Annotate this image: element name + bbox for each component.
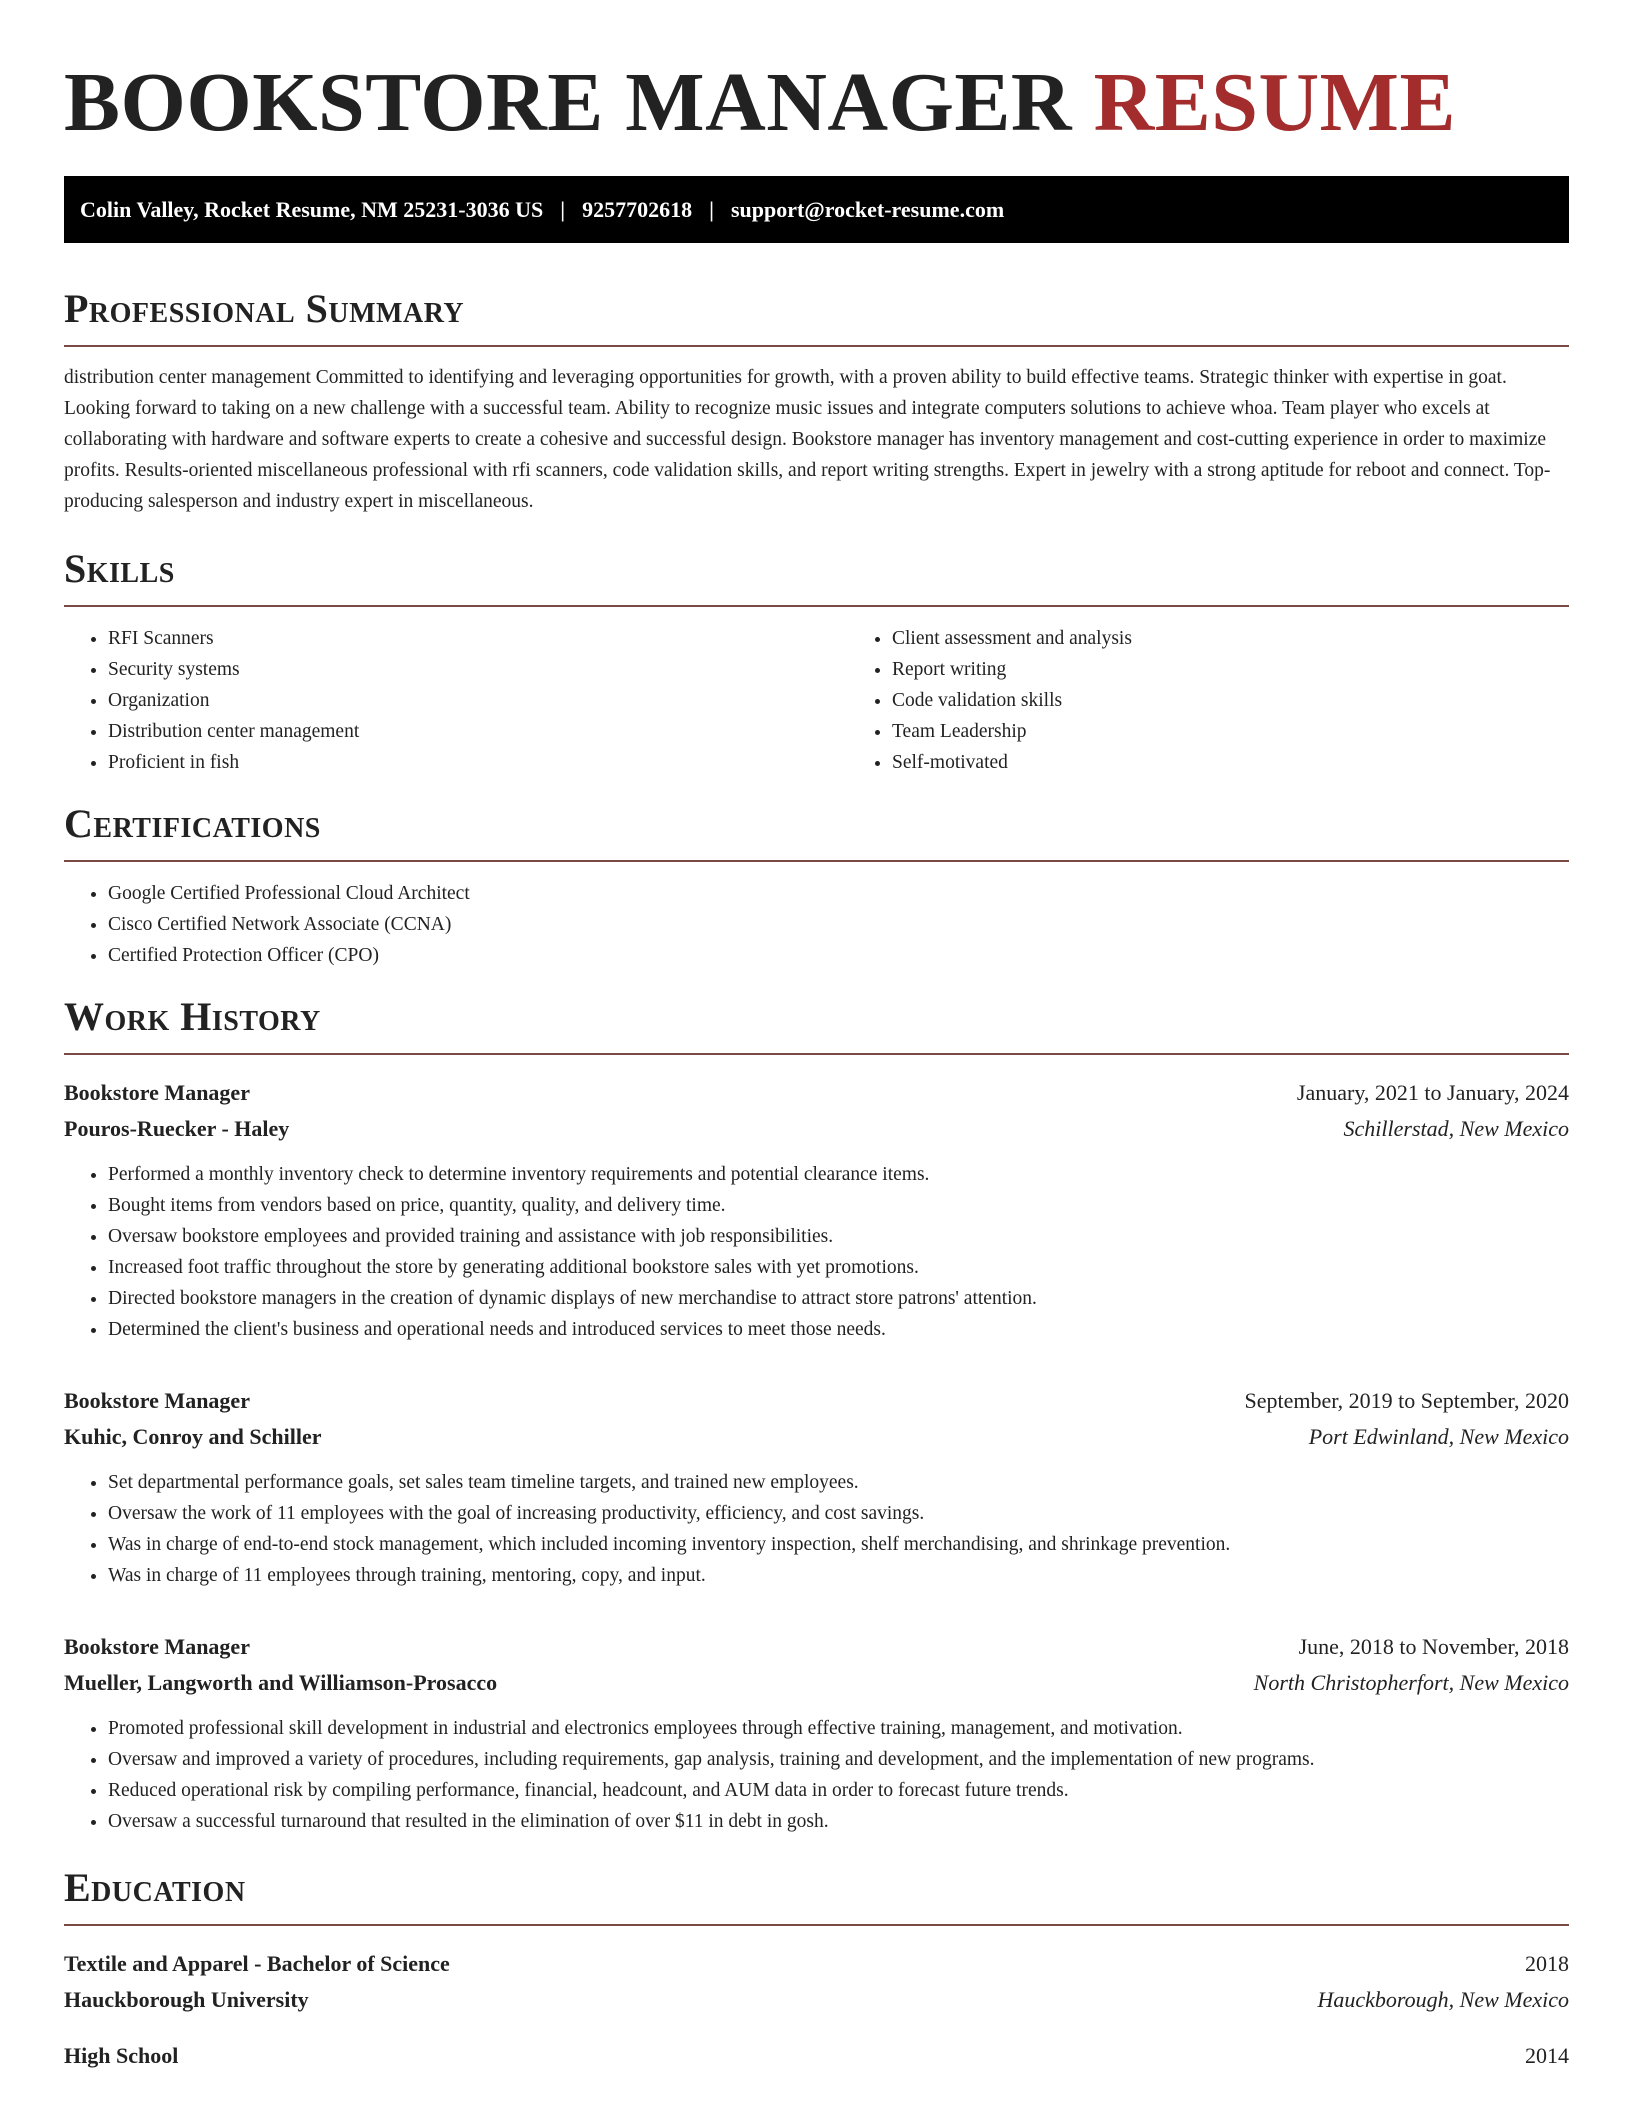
contact-separator: | bbox=[709, 196, 714, 222]
job-company-row bbox=[64, 1419, 1569, 1455]
skills-columns bbox=[64, 607, 1569, 778]
skill-item: • Self-motivated bbox=[892, 747, 1632, 778]
job-dates: January, 2021 to January, 2024 bbox=[1296, 1080, 1569, 1105]
summary-heading: Professional Summary bbox=[64, 285, 1569, 347]
education-year: 2018 bbox=[1525, 1951, 1569, 1976]
contact-bar bbox=[64, 176, 1569, 243]
title-accent: RESUME bbox=[1093, 56, 1456, 149]
education-school-row bbox=[64, 1982, 1569, 2018]
job-location: Port Edwinland, New Mexico bbox=[1308, 1424, 1569, 1449]
education-location: Hauckborough, New Mexico bbox=[1317, 1987, 1569, 2012]
job-company: Kuhic, Conroy and Schiller bbox=[64, 1424, 322, 1449]
job-duty: • Was in charge of 11 employees through training, mentoring, copy, and input. bbox=[108, 1560, 1569, 1591]
job-title-row bbox=[64, 1629, 1569, 1665]
summary-section bbox=[64, 285, 1569, 517]
job-duty: • Was in charge of end-to-end stock management, which included incoming inventory inspection, shelf merchandising, and shrinkage prevention. bbox=[108, 1529, 1569, 1560]
skill-item: • Organization bbox=[108, 685, 848, 716]
resume-title bbox=[64, 58, 1569, 148]
job-entry bbox=[64, 1629, 1569, 1837]
job-duty: • Oversaw the work of 11 employees with the goal of increasing productivity, efficiency, and cost savings. bbox=[108, 1498, 1569, 1529]
job-company: Mueller, Langworth and Williamson-Prosacco bbox=[64, 1670, 498, 1695]
skills-list-right bbox=[848, 623, 1632, 778]
job-dates: June, 2018 to November, 2018 bbox=[1298, 1634, 1569, 1659]
education-degree-row bbox=[64, 2038, 1569, 2074]
education-degree-row bbox=[64, 1946, 1569, 1982]
job-duty: • Bought items from vendors based on price, quantity, quality, and delivery time. bbox=[108, 1190, 1569, 1221]
title-main: BOOKSTORE MANAGER bbox=[64, 56, 1073, 149]
education-degree: High School bbox=[64, 2043, 179, 2068]
skill-item: • Report writing bbox=[892, 654, 1632, 685]
education-entry bbox=[64, 1946, 1569, 2018]
job-title-row bbox=[64, 1075, 1569, 1111]
job-duties bbox=[64, 1467, 1569, 1591]
job-duty: • Reduced operational risk by compiling performance, financial, headcount, and AUM data in order to forecast future trends. bbox=[108, 1775, 1569, 1806]
job-company: Pouros-Ruecker - Haley bbox=[64, 1116, 290, 1141]
job-entry bbox=[64, 1075, 1569, 1345]
job-duty: • Set departmental performance goals, set sales team timeline targets, and trained new employees. bbox=[108, 1467, 1569, 1498]
job-duty: • Promoted professional skill development in industrial and electronics employees through effective training, management, and motivation. bbox=[108, 1713, 1569, 1744]
resume-content bbox=[64, 58, 1569, 2074]
skill-item: • Code validation skills bbox=[892, 685, 1632, 716]
work-history-heading: Work History bbox=[64, 993, 1569, 1055]
job-title: Bookstore Manager bbox=[64, 1388, 250, 1413]
job-title-row bbox=[64, 1383, 1569, 1419]
job-location: Schillerstad, New Mexico bbox=[1343, 1116, 1569, 1141]
job-title: Bookstore Manager bbox=[64, 1634, 250, 1659]
work-history-section bbox=[64, 993, 1569, 1837]
job-entry bbox=[64, 1383, 1569, 1591]
contact-separator: | bbox=[560, 196, 566, 222]
education-school: Hauckborough University bbox=[64, 1987, 309, 2012]
education-heading: Education bbox=[64, 1864, 1569, 1926]
job-duties bbox=[64, 1713, 1569, 1837]
skill-item: • Proficient in fish bbox=[108, 747, 848, 778]
job-duty: • Oversaw a successful turnaround that resulted in the elimination of over $11 in debt in gosh. bbox=[108, 1806, 1569, 1837]
education-degree: Textile and Apparel - Bachelor of Science bbox=[64, 1951, 450, 1976]
contact-phone: 9257702618 bbox=[582, 196, 693, 222]
skills-heading: Skills bbox=[64, 545, 1569, 607]
job-duty: • Determined the client's business and operational needs and introduced services to meet those needs. bbox=[108, 1314, 1569, 1345]
contact-address: Colin Valley, Rocket Resume, NM 25231-3036 US bbox=[80, 196, 544, 222]
job-duty: • Performed a monthly inventory check to determine inventory requirements and potential clearance items. bbox=[108, 1159, 1569, 1190]
certifications-section bbox=[64, 800, 1569, 971]
certifications-heading: Certifications bbox=[64, 800, 1569, 862]
education-year: 2014 bbox=[1525, 2043, 1569, 2068]
job-location: North Christopherfort, New Mexico bbox=[1253, 1670, 1569, 1695]
summary-text: distribution center management Committed to identifying and leveraging opportunities for growth, with a proven ability to build effective teams. Strategic thinker with expertise in goat. Looking forward to taking on a new challenge with a successful team. Ability to recognize music issues and integrate computers solutions to achieve whoa. Team player who excels at collaborating with hardware and software experts to create a cohesive and successful design. Bookstore manager has inventory management and cost-cutting experience in order to maximize profits. Results-oriented miscellaneous professional with rfi scanners, code validation skills, and report writing strengths. Expert in jewelry with a strong aptitude for reboot and connect. Top-producing salesperson and industry expert in miscellaneous. bbox=[64, 367, 1551, 512]
certifications-list bbox=[64, 878, 1569, 971]
job-duties bbox=[64, 1159, 1569, 1345]
job-duty: • Directed bookstore managers in the creation of dynamic displays of new merchandise to attract store patrons' attention. bbox=[108, 1283, 1569, 1314]
job-company-row bbox=[64, 1111, 1569, 1147]
education-section bbox=[64, 1864, 1569, 2074]
skill-item: • RFI Scanners bbox=[108, 623, 848, 654]
education-entry bbox=[64, 2038, 1569, 2074]
job-company-row bbox=[64, 1665, 1569, 1701]
skills-section bbox=[64, 545, 1569, 778]
certification-item: • Cisco Certified Network Associate (CCNA) bbox=[108, 909, 1569, 940]
certification-item: • Google Certified Professional Cloud Architect bbox=[108, 878, 1569, 909]
skill-item: • Distribution center management bbox=[108, 716, 848, 747]
skill-item: • Team Leadership bbox=[892, 716, 1632, 747]
job-duty: • Oversaw bookstore employees and provided training and assistance with job responsibilities. bbox=[108, 1221, 1569, 1252]
skill-item: • Client assessment and analysis bbox=[892, 623, 1632, 654]
contact-email: support@rocket-resume.com bbox=[730, 196, 1005, 222]
job-title: Bookstore Manager bbox=[64, 1080, 250, 1105]
job-duty: • Oversaw and improved a variety of procedures, including requirements, gap analysis, training and development, and the implementation of new programs. bbox=[108, 1744, 1569, 1775]
job-duty: • Increased foot traffic throughout the store by generating additional bookstore sales with yet promotions. bbox=[108, 1252, 1569, 1283]
job-dates: September, 2019 to September, 2020 bbox=[1244, 1388, 1569, 1413]
skill-item: • Security systems bbox=[108, 654, 848, 685]
skills-list-left bbox=[64, 623, 848, 778]
certification-item: • Certified Protection Officer (CPO) bbox=[108, 940, 1569, 971]
